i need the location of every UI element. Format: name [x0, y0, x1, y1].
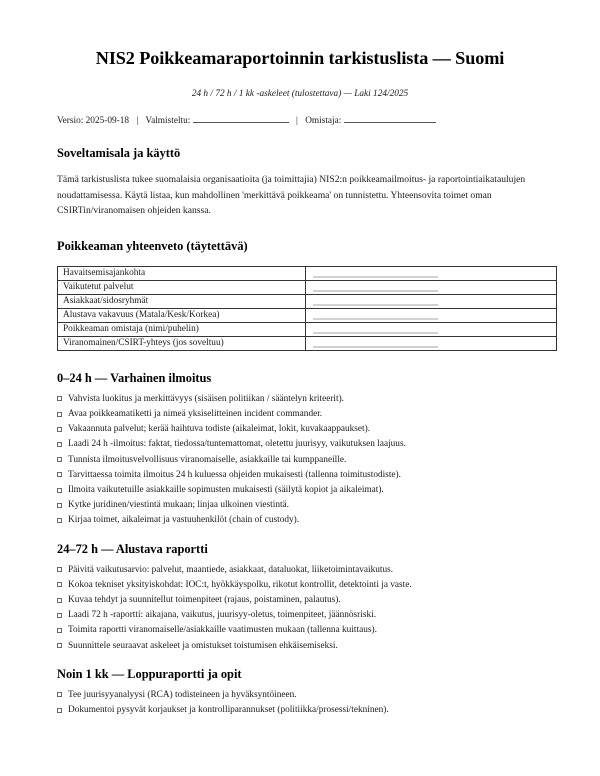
phase-interim-checklist — [57, 557, 543, 654]
summary-row-value[interactable] — [306, 308, 557, 322]
checkbox-icon[interactable] — [57, 708, 62, 713]
list-item-label: Suunnittele seuraavat askeleet ja omistukset toistumisen ehkäisemiseksi. — [68, 640, 338, 651]
checkbox-icon[interactable] — [57, 598, 62, 603]
list-item[interactable] — [57, 608, 543, 623]
meta-separator-1: | — [136, 116, 139, 126]
list-item[interactable] — [57, 422, 543, 437]
checkbox-icon[interactable] — [57, 518, 62, 523]
owner-label: Omistaja: — [305, 116, 342, 126]
list-item[interactable] — [57, 593, 543, 608]
table-row — [58, 294, 557, 308]
list-item-label: Päivitä vaikutusarvio: palvelut, maantiede, asiakkaat, dataluokat, liiketoimintavaikutus. — [68, 564, 394, 575]
table-row — [58, 266, 557, 280]
phase-final-checklist — [57, 682, 543, 718]
table-row — [58, 336, 557, 350]
summary-row-value[interactable] — [306, 336, 557, 350]
checkbox-icon[interactable] — [57, 488, 62, 493]
page-subtitle: 24 h / 72 h / 1 kk -askeleet (tulostettava) — Laki 124/2025 — [191, 89, 409, 99]
phase-final-heading: Noin 1 kk — Loppuraportti ja opit — [57, 666, 242, 681]
summary-row-value[interactable] — [306, 322, 557, 336]
list-item-label: Toimita raportti viranomaiselle/asiakkaille vaatimusten mukaan (tallenna kuittaus). — [68, 625, 377, 636]
fill-rule — [313, 318, 438, 320]
list-item-label: Dokumentoi pysyvät korjaukset ja kontrolliparannukset (politiikka/prosessi/tekninen). — [68, 705, 389, 716]
checkbox-icon[interactable] — [57, 567, 62, 572]
list-item-label: Vakaannuta palvelut; kerää haihtuva todiste (aikaleimat, lokit, kuvakaappaukset). — [68, 424, 371, 435]
checkbox-icon[interactable] — [57, 582, 62, 587]
list-item-label: Kirjaa toimet, aikaleimat ja vastuuhenkilöt (chain of custody). — [68, 515, 300, 526]
checkbox-icon[interactable] — [57, 613, 62, 618]
list-item[interactable] — [57, 623, 543, 638]
summary-row-label: Poikkeaman omistaja (nimi/puhelin) — [58, 322, 306, 336]
table-row — [58, 308, 557, 322]
scope-section-body: Tämä tarkistuslista tukee suomalaisia organisaatioita (ja toimittajia) NIS2:n poikkeamailmoitus- ja raportointiaikataulujen noudattamisessa. Käytä listaa, kun mahdollinen 'merkittävä poikkeama' on tunnistettu. Yhteensovita toimet oman CSIRTin/viranomaisen ohjeiden kanssa. — [57, 174, 526, 217]
list-item-label: Avaa poikkeamatiketti ja nimeä yksiselitteinen incident commander. — [68, 408, 323, 419]
checkbox-icon[interactable] — [57, 427, 62, 432]
checkbox-icon[interactable] — [57, 457, 62, 462]
incident-summary-table — [57, 266, 557, 351]
meta-separator-2: | — [296, 116, 298, 126]
list-item-label: Laadi 72 h -raportti: aikajana, vaikutus, juurisyy-oletus, toimenpiteet, jäännösriski. — [68, 610, 377, 621]
summary-row-label: Havaitsemisajankohta — [58, 266, 306, 280]
list-item[interactable] — [57, 639, 543, 654]
list-item[interactable] — [57, 468, 543, 483]
summary-row-label: Vaikutetut palvelut — [58, 280, 306, 294]
fill-rule — [313, 276, 438, 278]
list-item[interactable] — [57, 513, 543, 528]
phase-early-checklist — [57, 386, 543, 529]
fill-rule — [313, 332, 438, 334]
checkbox-icon[interactable] — [57, 643, 62, 648]
summary-row-label: Alustava vakavuus (Matala/Kesk/Korkea) — [58, 308, 306, 322]
prepared-by-field[interactable] — [193, 122, 289, 123]
checkbox-icon[interactable] — [57, 412, 62, 417]
list-item-label: Kuvaa tehdyt ja suunnitellut toimenpiteet (rajaus, poistaminen, palautus). — [68, 595, 341, 606]
prepared-by-label: Valmisteltu: — [145, 116, 191, 126]
phase-interim-heading: 24–72 h — Alustava raportti — [57, 541, 208, 556]
list-item[interactable] — [57, 407, 543, 422]
list-item[interactable] — [57, 688, 543, 703]
summary-row-label: Asiakkaat/sidosryhmät — [58, 294, 306, 308]
list-item[interactable] — [57, 703, 543, 718]
version-label: Versio: 2025-09-18 — [57, 116, 130, 126]
list-item-label: Ilmoita vaikutetuille asiakkaille sopimusten mukaisesti (säilytä kopiot ja aikaleimat). — [68, 485, 384, 495]
checkbox-icon[interactable] — [57, 503, 62, 508]
list-item-label: Vahvista luokitus ja merkittävyys (sisäisen politiikan / sääntelyn kriteerit). — [68, 393, 345, 404]
fill-rule — [313, 290, 438, 292]
list-item-label: Kytke juridinen/viestintä mukaan; linjaa ulkoinen viestintä. — [68, 500, 290, 511]
list-item[interactable] — [57, 563, 543, 578]
summary-table-body — [58, 266, 557, 350]
checkbox-icon[interactable] — [57, 628, 62, 633]
table-row — [58, 280, 557, 294]
checkbox-icon[interactable] — [57, 442, 62, 447]
phase-early-heading: 0–24 h — Varhainen ilmoitus — [57, 370, 212, 385]
list-item[interactable] — [57, 437, 543, 452]
summary-row-value[interactable] — [306, 280, 557, 294]
checkbox-icon[interactable] — [57, 396, 62, 401]
list-item-label: Tunnista ilmoitusvelvollisuus viranomaiselle, asiakkaille tai kumppaneille. — [68, 454, 347, 465]
page-title: NIS2 Poikkeamaraportoinnin tarkistuslista — Suomi — [95, 48, 505, 68]
scope-section-heading: Soveltamisala ja käyttö — [57, 146, 181, 160]
list-item[interactable] — [57, 483, 543, 498]
list-item-label: Tarvittaessa toimita ilmoitus 24 h kuluessa ohjeiden mukaisesti (tallenna toimitustodiste). — [68, 469, 401, 480]
list-item-label: Laadi 24 h -ilmoitus: faktat, tiedossa/tuntemattomat, oletettu juurisyy, vaikutuksen laajuus. — [68, 439, 406, 450]
checkbox-icon[interactable] — [57, 472, 62, 477]
summary-row-value[interactable] — [306, 294, 557, 308]
list-item[interactable] — [57, 498, 543, 513]
table-row — [58, 322, 557, 336]
list-item[interactable] — [57, 453, 543, 468]
list-item-label: Tee juurisyyanalyysi (RCA) todisteineen ja hyväksyntöineen. — [68, 689, 297, 700]
fill-rule — [313, 346, 438, 348]
owner-field[interactable] — [344, 122, 436, 123]
summary-row-label: Viranomainen/CSIRT-yhteys (jos soveltuu) — [58, 336, 306, 350]
list-item[interactable] — [57, 578, 543, 593]
list-item[interactable] — [57, 392, 543, 407]
document-meta-line — [57, 99, 543, 126]
checkbox-icon[interactable] — [57, 692, 62, 697]
list-item-label: Kokoa tekniset yksityiskohdat: IOC:t, hyökkäyspolku, rikotut kontrollit, detektointi ja vaste. — [68, 579, 412, 590]
summary-row-value[interactable] — [306, 266, 557, 280]
fill-rule — [313, 304, 438, 306]
summary-section-heading: Poikkeaman yhteenveto (täytettävä) — [57, 238, 248, 253]
